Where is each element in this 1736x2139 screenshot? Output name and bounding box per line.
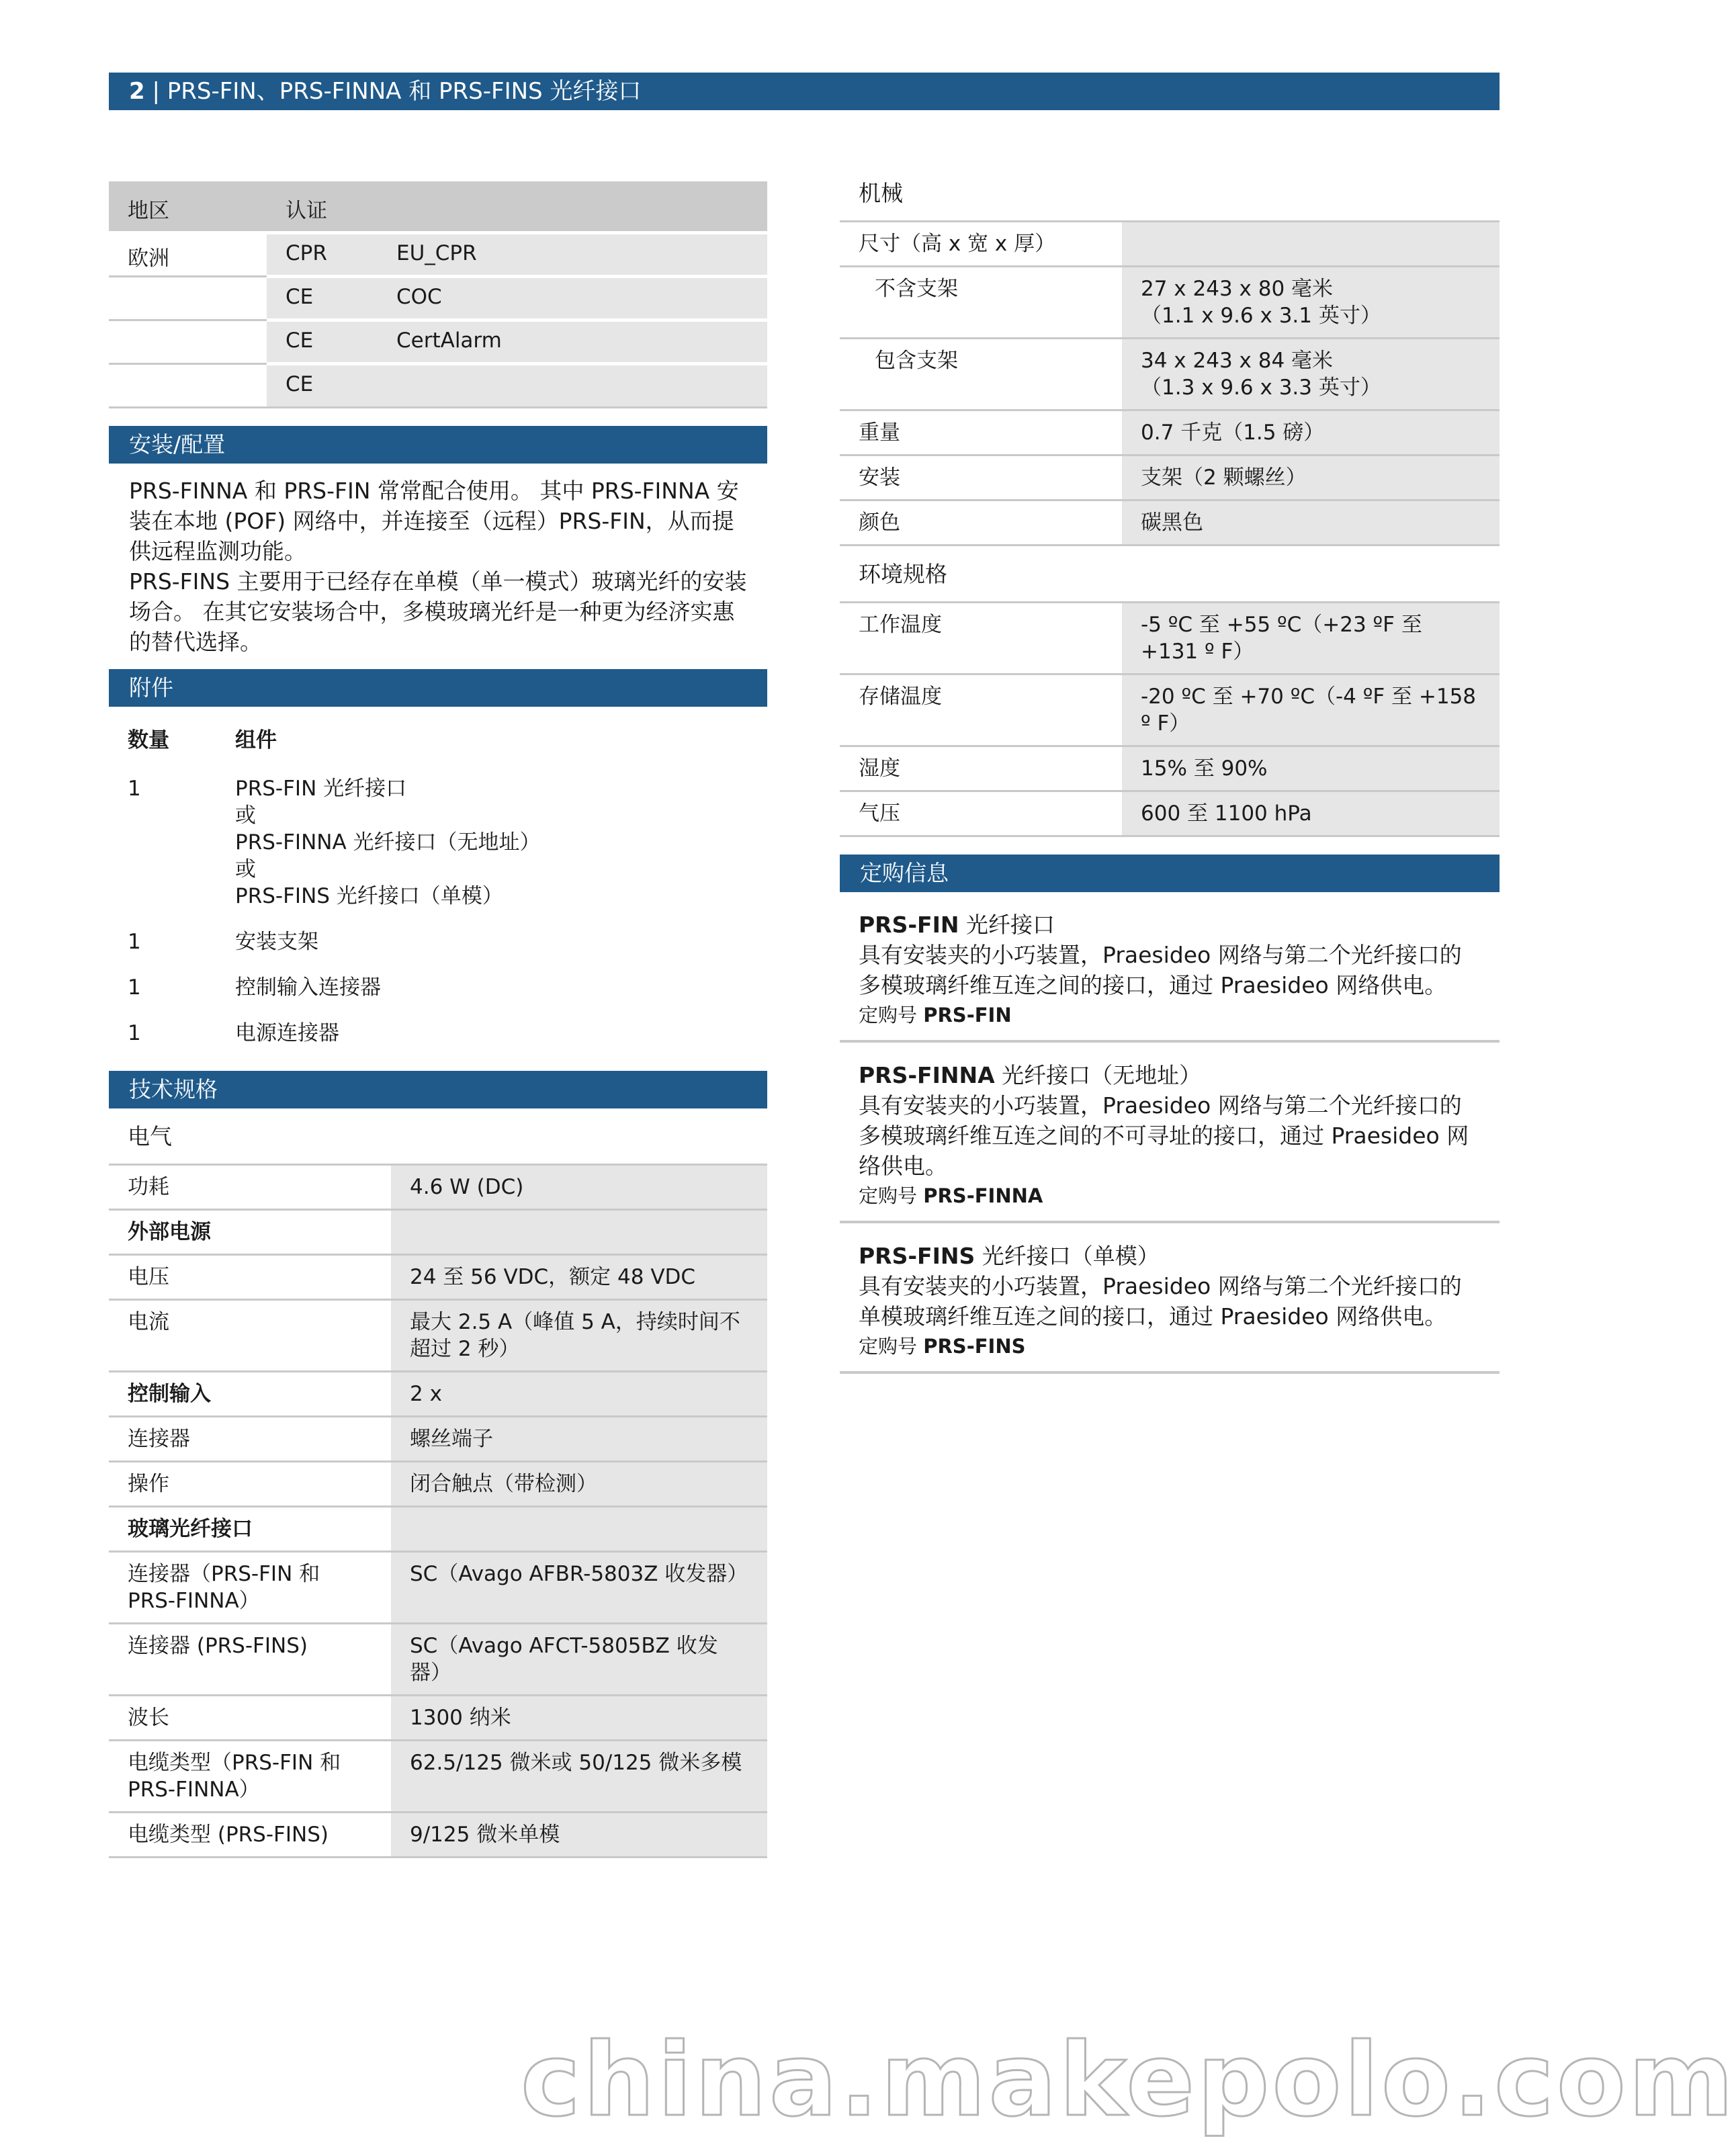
- install-paragraph-2: PRS-FINS 主要用于已经存在单模（单一模式）玻璃光纤的安装场合。 在其它安装场合中，多模玻璃光纤是一种更为经济实惠的替代选择。: [129, 568, 747, 655]
- mechanical-spec-table: [840, 168, 1500, 837]
- accessory-row: [109, 915, 767, 961]
- spec-value: 螺丝端子: [391, 1416, 767, 1461]
- page-header-bar: [109, 73, 1500, 110]
- spec-row: [109, 1164, 767, 1209]
- spec-row: [109, 1551, 767, 1623]
- spec-row: [109, 1299, 767, 1371]
- spec-key: 功耗: [109, 1164, 391, 1209]
- spec-key: 玻璃光纤接口: [109, 1506, 391, 1551]
- spec-row: [109, 1209, 767, 1254]
- spec-key: 连接器（PRS-FIN 和 PRS-FINNA）: [109, 1551, 391, 1623]
- component-line: 或: [235, 803, 256, 828]
- spec-value: [1122, 267, 1500, 339]
- accessories-section-title: 附件: [109, 669, 767, 707]
- product-name: PRS-FIN: [859, 912, 959, 938]
- spec-value: 支架（2 颗螺丝）: [1122, 455, 1500, 500]
- spec-value: 15% 至 90%: [1122, 746, 1500, 791]
- accessory-component: 电源连接器: [235, 1020, 339, 1045]
- cert-row: [109, 320, 767, 363]
- watermark: china.makepolo.com: [521, 2022, 1736, 2139]
- cert-name: [378, 363, 767, 407]
- product-name: PRS-FINS: [859, 1243, 975, 1269]
- spec-key: 重量: [840, 410, 1122, 455]
- cert-name: COC: [378, 276, 767, 320]
- spec-key: 连接器 (PRS-FINS): [109, 1623, 391, 1695]
- spec-value: SC（Avago AFCT-5805BZ 收发器）: [391, 1623, 767, 1695]
- cert-mark: CPR: [267, 232, 378, 276]
- order-item: [840, 1043, 1500, 1223]
- spec-key: 气压: [840, 791, 1122, 836]
- col-header-region: 地区: [109, 181, 267, 232]
- page-header-title: | PRS-FIN、PRS-FINNA 和 PRS-FINS 光纤接口: [152, 78, 642, 105]
- cert-row: [109, 232, 767, 276]
- order-number: PRS-FINNA: [923, 1184, 1043, 1207]
- spec-row: [109, 1623, 767, 1695]
- order-item-title: [859, 1241, 1481, 1271]
- spec-value: 62.5/125 微米或 50/125 微米多模: [391, 1740, 767, 1812]
- order-number: PRS-FIN: [923, 1004, 1012, 1027]
- spec-row: [109, 1695, 767, 1740]
- accessory-row: [109, 1006, 767, 1052]
- spec-value: 4.6 W (DC): [391, 1164, 767, 1209]
- col-header-cert: 认证: [267, 181, 767, 232]
- product-suffix: 光纤接口（单模）: [975, 1243, 1160, 1269]
- spec-key: 尺寸（高 x 宽 x 厚）: [840, 222, 1122, 267]
- cert-region: 欧洲: [109, 232, 267, 276]
- spec-value: -5 ºC 至 +55 ºC（+23 ºF 至 +131 º F）: [1122, 603, 1500, 674]
- accessory-row: [109, 770, 767, 915]
- spec-key: 连接器: [109, 1416, 391, 1461]
- value-line: 34 x 243 x 84 毫米: [1141, 349, 1334, 373]
- spec-row: [109, 1416, 767, 1461]
- electrical-subheading: 电气: [109, 1108, 767, 1165]
- ordering-section-title: 定购信息: [840, 855, 1500, 892]
- electrical-spec-table: [109, 1108, 767, 1858]
- cert-row: [109, 363, 767, 407]
- environment-subheading: 环境规格: [840, 545, 1500, 603]
- spec-key: 电缆类型（PRS-FIN 和 PRS-FINNA）: [109, 1740, 391, 1812]
- component-line: PRS-FINS 光纤接口（单模）: [235, 883, 503, 908]
- col-header-component: 组件: [235, 728, 277, 752]
- component-line: 或: [235, 857, 256, 881]
- order-item-description: 具有安装夹的小巧装置，Praesideo 网络与第二个光纤接口的多模玻璃纤维互连之间的接口，通过 Praesideo 网络供电。: [859, 942, 1462, 998]
- spec-value: 0.7 千克（1.5 磅）: [1122, 410, 1500, 455]
- cert-mark: CE: [267, 320, 378, 363]
- install-section-title: 安装/配置: [109, 426, 767, 464]
- order-item-description: 具有安装夹的小巧装置，Praesideo 网络与第二个光纤接口的多模玻璃纤维互连之间的不可寻址的接口，通过 Praesideo 网络供电。: [859, 1092, 1469, 1179]
- accessory-qty: 1: [128, 776, 141, 801]
- col-header-qty: 数量: [128, 728, 169, 752]
- value-line: （1.1 x 9.6 x 3.1 英寸）: [1141, 304, 1381, 328]
- order-item: [840, 892, 1500, 1043]
- spec-row: [840, 339, 1500, 410]
- spec-value: [1122, 222, 1500, 267]
- spec-value: [391, 1209, 767, 1254]
- accessory-component: [216, 770, 767, 915]
- spec-key: 外部电源: [109, 1209, 391, 1254]
- accessory-row: [109, 961, 767, 1006]
- spec-value: 最大 2.5 A（峰值 5 A，持续时间不超过 2 秒）: [391, 1299, 767, 1371]
- spec-row: [840, 267, 1500, 339]
- accessory-component: 安装支架: [235, 929, 318, 954]
- order-number-line: [859, 1332, 1481, 1362]
- spec-key: 波长: [109, 1695, 391, 1740]
- cert-mark: CE: [267, 363, 378, 407]
- order-item-title: [859, 1060, 1481, 1090]
- spec-value: 600 至 1100 hPa: [1122, 791, 1500, 836]
- cert-name: CertAlarm: [378, 320, 767, 363]
- spec-key: 电流: [109, 1299, 391, 1371]
- spec-key: 控制输入: [109, 1371, 391, 1416]
- spec-row: [109, 1371, 767, 1416]
- spec-key: 存储温度: [840, 674, 1122, 746]
- accessory-qty: 1: [128, 929, 141, 954]
- spec-key: 操作: [109, 1461, 391, 1506]
- order-item: [840, 1223, 1500, 1374]
- spec-value: 碳黑色: [1122, 500, 1500, 545]
- spec-key: 电缆类型 (PRS-FINS): [109, 1812, 391, 1857]
- product-name: PRS-FINNA: [859, 1062, 995, 1088]
- spec-row: [840, 791, 1500, 836]
- component-line: PRS-FIN 光纤接口: [235, 776, 407, 801]
- cert-region: [109, 276, 267, 320]
- spec-value: 闭合触点（带检测）: [391, 1461, 767, 1506]
- spec-row: [109, 1812, 767, 1857]
- tech-section-title: 技术规格: [109, 1071, 767, 1108]
- spec-row: [840, 222, 1500, 267]
- order-item-title: [859, 910, 1481, 940]
- value-line: （1.3 x 9.6 x 3.3 英寸）: [1141, 376, 1381, 400]
- order-number-line: [859, 1000, 1481, 1031]
- spec-row: [840, 455, 1500, 500]
- spec-row: [109, 1506, 767, 1551]
- order-number-label: 定购号: [859, 1184, 924, 1207]
- spec-row: [840, 674, 1500, 746]
- order-number-line: [859, 1181, 1481, 1211]
- spec-row: [109, 1740, 767, 1812]
- spec-value: -20 ºC 至 +70 ºC（-4 ºF 至 +158 º F）: [1122, 674, 1500, 746]
- spec-key: 安装: [840, 455, 1122, 500]
- install-text: [109, 464, 767, 665]
- spec-row: [840, 746, 1500, 791]
- spec-row: [109, 1254, 767, 1299]
- product-suffix: 光纤接口: [959, 912, 1055, 938]
- spec-value: 1300 纳米: [391, 1695, 767, 1740]
- order-number-label: 定购号: [859, 1335, 924, 1358]
- spec-key: 不含支架: [840, 267, 1122, 339]
- accessory-component: 控制输入连接器: [235, 975, 381, 1000]
- accessories-table: [109, 707, 767, 1052]
- order-number: PRS-FINS: [923, 1335, 1026, 1358]
- spec-key: 颜色: [840, 500, 1122, 545]
- spec-row: [840, 500, 1500, 545]
- cert-region: [109, 320, 267, 363]
- value-line: 27 x 243 x 80 毫米: [1141, 277, 1334, 301]
- spec-row: [840, 410, 1500, 455]
- order-item-description: 具有安装夹的小巧装置，Praesideo 网络与第二个光纤接口的单模玻璃纤维互连之间的接口，通过 Praesideo 网络供电。: [859, 1273, 1462, 1329]
- spec-value: 9/125 微米单模: [391, 1812, 767, 1857]
- install-paragraph-1: PRS-FINNA 和 PRS-FIN 常常配合使用。 其中 PRS-FINNA 安装在本地 (POF) 网络中，并连接至（远程）PRS-FIN，从而提供远程监测功能。: [129, 477, 739, 564]
- spec-row: [109, 1461, 767, 1506]
- spec-value: 24 至 56 VDC，额定 48 VDC: [391, 1254, 767, 1299]
- cert-mark: CE: [267, 276, 378, 320]
- cert-name: EU_CPR: [378, 232, 767, 276]
- accessory-qty: 1: [128, 975, 141, 1000]
- spec-value: 2 x: [391, 1371, 767, 1416]
- spec-key: 工作温度: [840, 603, 1122, 674]
- spec-value: [1122, 339, 1500, 410]
- mechanical-subheading: 机械: [840, 168, 1500, 222]
- spec-key: 湿度: [840, 746, 1122, 791]
- cert-row: [109, 276, 767, 320]
- component-line: PRS-FINNA 光纤接口（无地址）: [235, 830, 541, 855]
- product-suffix: 光纤接口（无地址）: [994, 1062, 1202, 1088]
- page-number: 2: [129, 78, 145, 105]
- spec-value: [391, 1506, 767, 1551]
- spec-key: 包含支架: [840, 339, 1122, 410]
- order-number-label: 定购号: [859, 1004, 924, 1027]
- spec-key: 电压: [109, 1254, 391, 1299]
- accessory-qty: 1: [128, 1020, 141, 1045]
- certification-table: [109, 181, 767, 408]
- spec-value: SC（Avago AFBR-5803Z 收发器）: [391, 1551, 767, 1623]
- spec-row: [840, 603, 1500, 674]
- cert-region: [109, 363, 267, 407]
- right-column: [840, 168, 1500, 1374]
- left-column: [109, 181, 767, 1858]
